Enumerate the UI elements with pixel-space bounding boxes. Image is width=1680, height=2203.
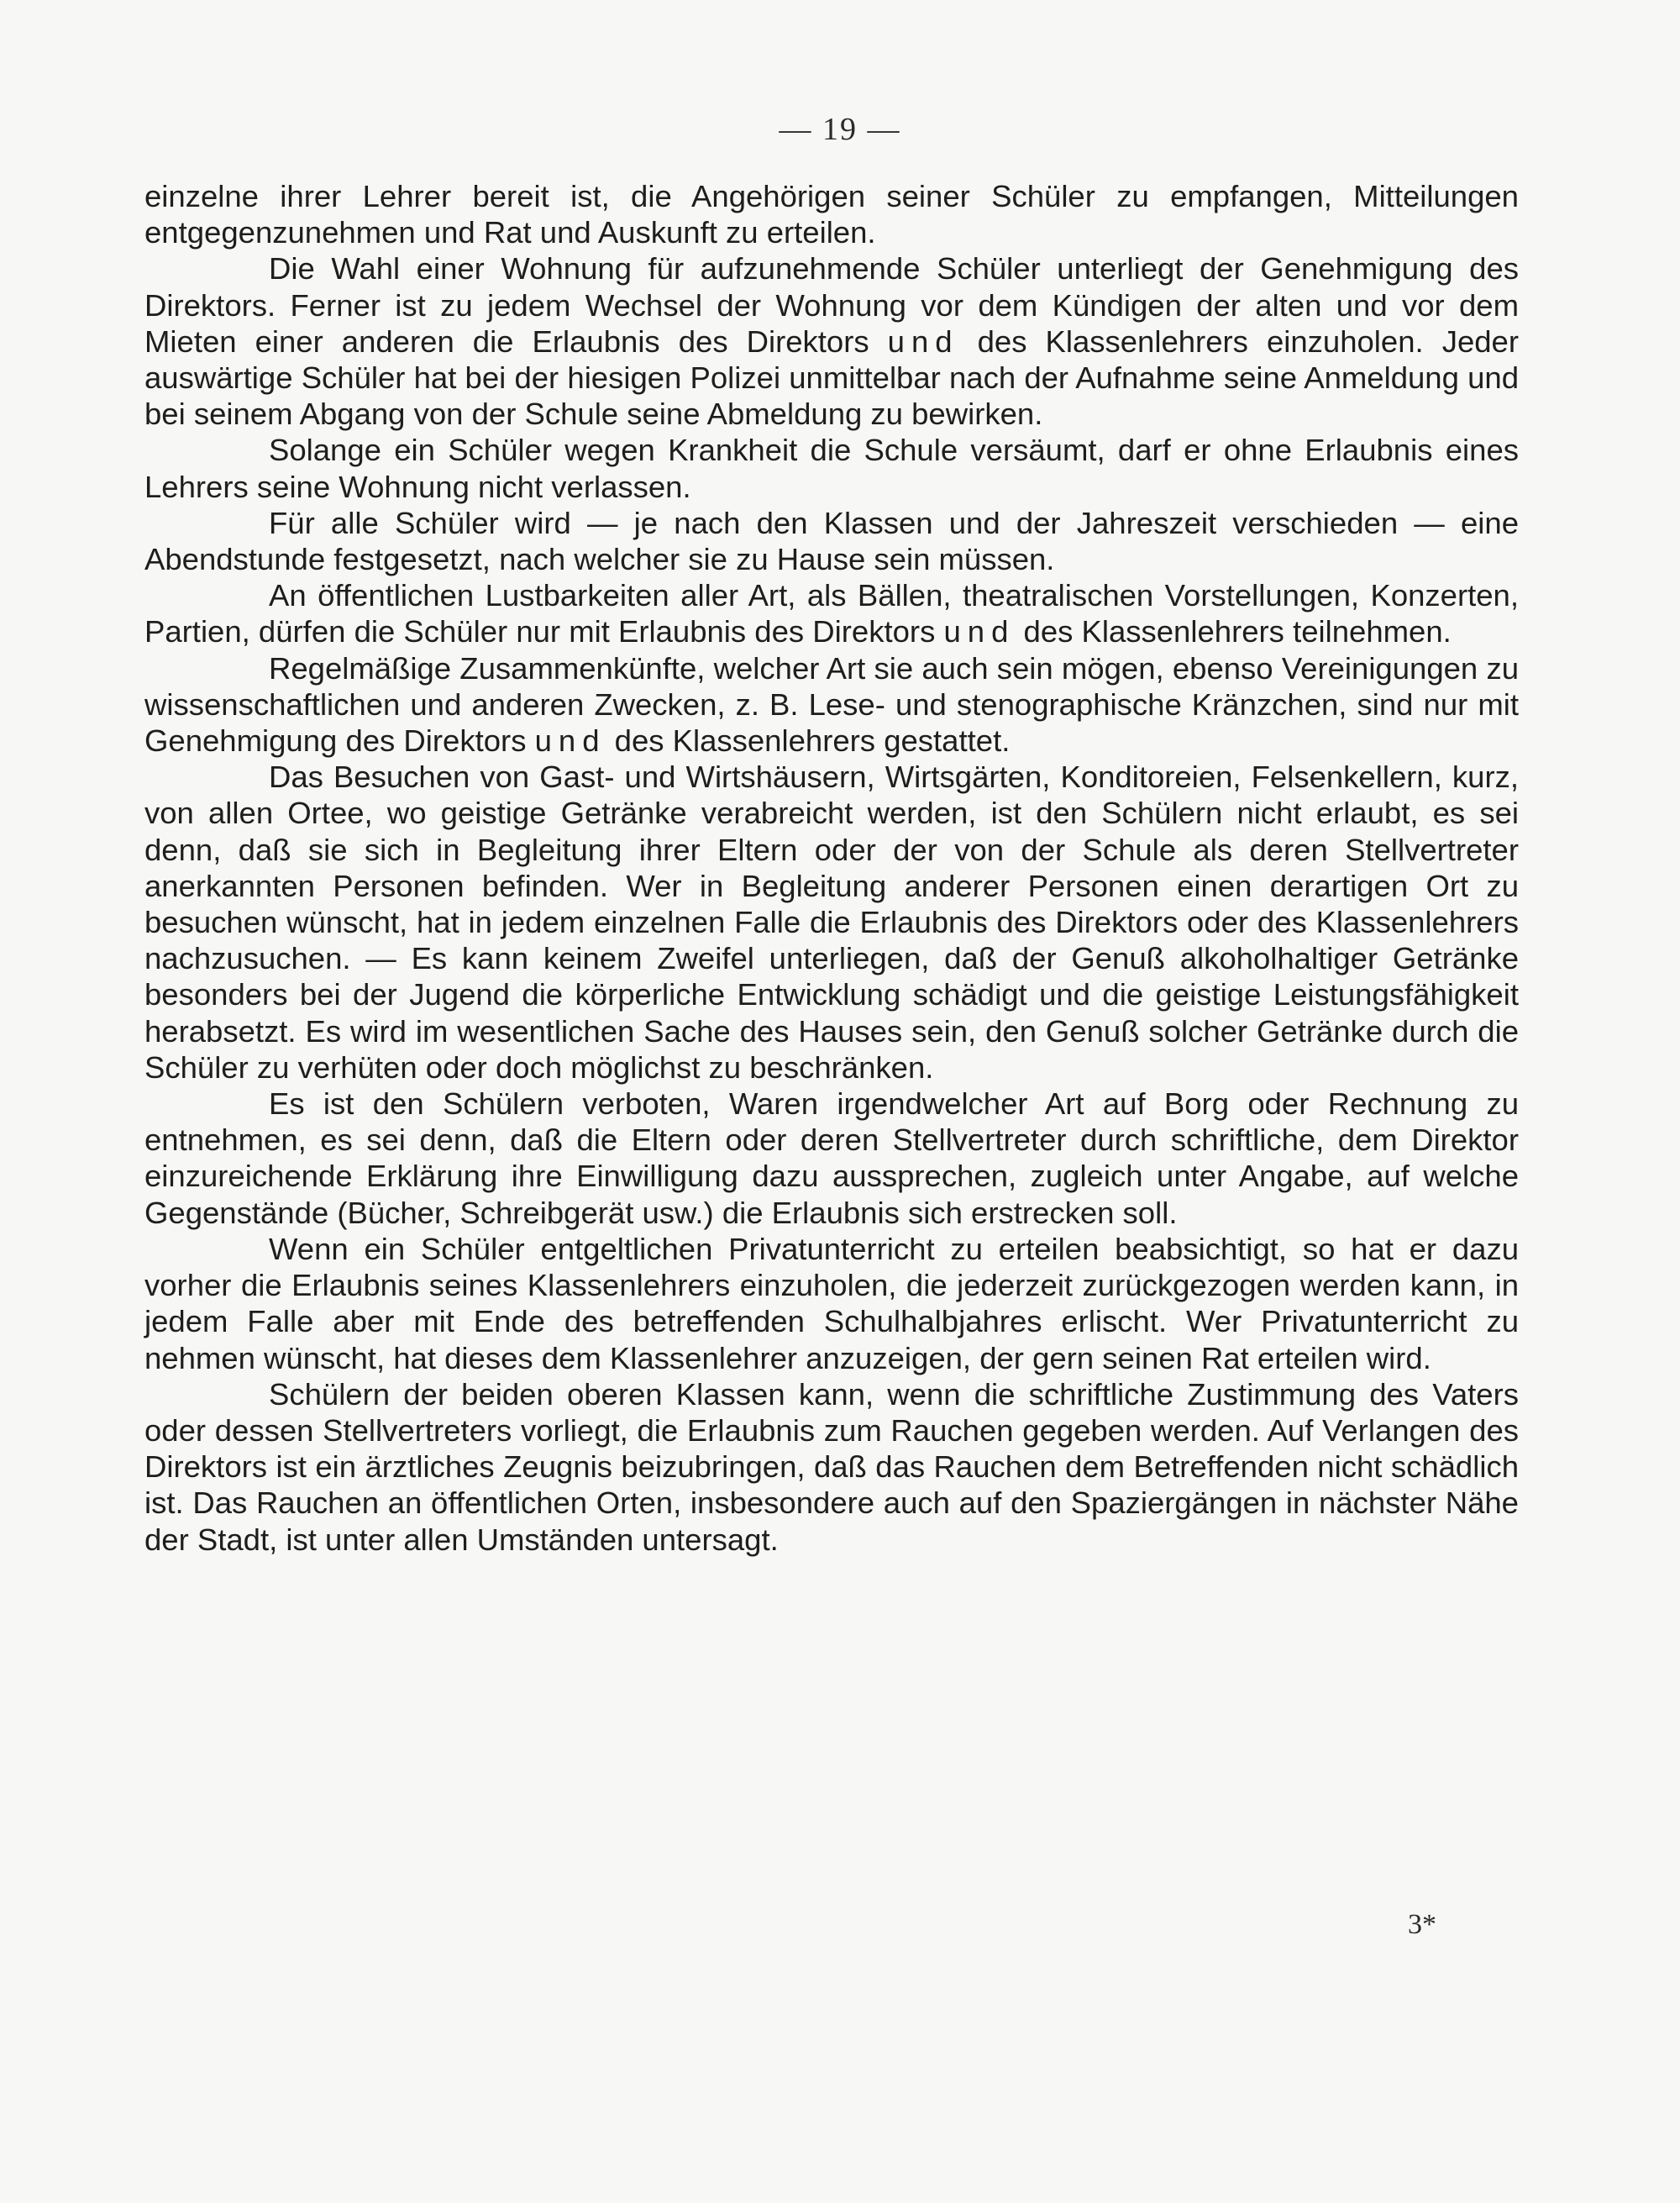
paragraph-5-part-1: An öffentlichen Lustbarkeiten aller Art, als Bällen, theatralischen Vorstellungen, Konzerten, Partien, dürfen die Schüler nur mit Erlaubnis des Direktors: [144, 578, 1519, 649]
paragraph-7: Das Besuchen von Gast- und Wirtshäusern, Wirtsgärten, Konditoreien, Felsenkellern, kurz, von allen Ortee, wo geistige Getränke verabreicht werden, ist den Schülern nicht erlaubt, es sei denn, daß sie sich in Begleitung ihrer Eltern oder der von der Schule als deren Stellvertreter anerkannten Personen befinden. Wer in Begleitung anderer Personen einen derartigen Ort zu besuchen wünscht, hat in jedem einzelnen Falle die Erlaubnis des Direktors oder des Klassenlehrers nachzusuchen. — Es kann keinem Zweifel unterliegen, daß der Genuß alkoholhaltiger Getränke besonders bei der Jugend die körperliche Entwicklung schädigt und die geistige Leistungsfähigkeit herabsetzt. Es wird im wesentlichen Sache des Hauses sein, den Genuß solcher Getränke durch die Schüler zu verhüten oder doch möglichst zu beschränken.: [144, 760, 1519, 1085]
paragraph-6-part-1: Regelmäßige Zusammenkünfte, welcher Art sie auch sein mögen, ebenso Vereinigungen zu wissenschaftlichen und anderen Zwecken, z. B. Lese- und stenographische Kränzchen, sind nur mit Genehmigung des Direktors: [144, 650, 1519, 759]
paragraph-8: Es ist den Schülern verboten, Waren irgendwelcher Art auf Borg oder Rechnung zu entnehmen, es sei denn, daß die Eltern oder deren Stellvertreter durch schriftliche, dem Direktor einzureichende Erklärung ihre Einwilligung dazu aussprechen, zugleich unter Angabe, auf welche Gegenstände (Bücher, Schreibgerät usw.) die Erlaubnis sich erstrecken soll.: [144, 1086, 1519, 1230]
body-text: [144, 178, 1519, 1558]
paragraph-6: [144, 650, 1519, 760]
paragraph-5: [144, 577, 1519, 649]
paragraph-10: Schülern der beiden oberen Klassen kann, wenn die schriftliche Zustimmung des Vaters oder dessen Stellvertreters vorliegt, die Erlaubnis zum Rauchen gegeben werden. Auf Verlangen des Direktors ist ein ärztliches Zeugnis beizubringen, daß das Rauchen dem Betreffenden nicht schädlich ist. Das Rauchen an öffentlichen Orten, insbesondere auch auf den Spaziergängen in nächster Nähe der Stadt, ist unter allen Umständen untersagt.: [144, 1376, 1519, 1557]
emphasis-und: und: [943, 614, 1016, 649]
paragraph-2-part-1: Die Wahl einer Wohnung für aufzunehmende Schüler unterliegt der Genehmigung des Direktors. Ferner ist zu jedem Wechsel der Wohnung vor dem Kündigen der alten und vor dem Mieten einer anderen die Erlaubnis des Direktors: [144, 251, 1519, 359]
paragraph-9: Wenn ein Schüler entgeltlichen Privatunterricht zu erteilen beabsichtigt, so hat er dazu vorher die Erlaubnis seines Klassenlehrers einzuholen, die jederzeit zurückgezogen werden kann, in jedem Falle aber mit Ende des betreffenden Schulhalbjahres erlischt. Wer Privatunterricht zu nehmen wünscht, hat dieses dem Klassenlehrer anzuzeigen, der gern seinen Rat erteilen wird.: [144, 1231, 1519, 1375]
paragraph-5-part-3: des Klassenlehrers teilnehmen.: [1015, 614, 1452, 649]
emphasis-und: und: [887, 323, 959, 359]
paragraph-1: einzelne ihrer Lehrer bereit ist, die Angehörigen seiner Schüler zu empfangen, Mitteilungen entgegenzunehmen und Rat und Auskunft zu erteilen.: [144, 179, 1519, 250]
paragraph-6-part-3: des Klassenlehrers gestattet.: [606, 723, 1011, 759]
paragraph-4: Für alle Schüler wird — je nach den Klassen und der Jahreszeit verschieden — eine Abendstunde festgesetzt, nach welcher sie zu Hause sein müssen.: [144, 505, 1519, 577]
paragraph-2: [144, 250, 1519, 432]
signature-mark: 3*: [1408, 1909, 1436, 1940]
emphasis-und: und: [534, 723, 606, 759]
paragraph-2-part-3: des Klassenlehrers einzuholen. Jeder auswärtige Schüler hat bei der hiesigen Polizei unmittelbar nach der Aufnahme seine Anmeldung und bei seinem Abgang von der Schule seine Abmeldung zu bewirken.: [144, 323, 1520, 432]
paragraph-3: Solange ein Schüler wegen Krankheit die Schule versäumt, darf er ohne Erlaubnis eines Lehrers seine Wohnung nicht verlassen.: [144, 433, 1519, 504]
page-number: — 19 —: [779, 112, 901, 147]
